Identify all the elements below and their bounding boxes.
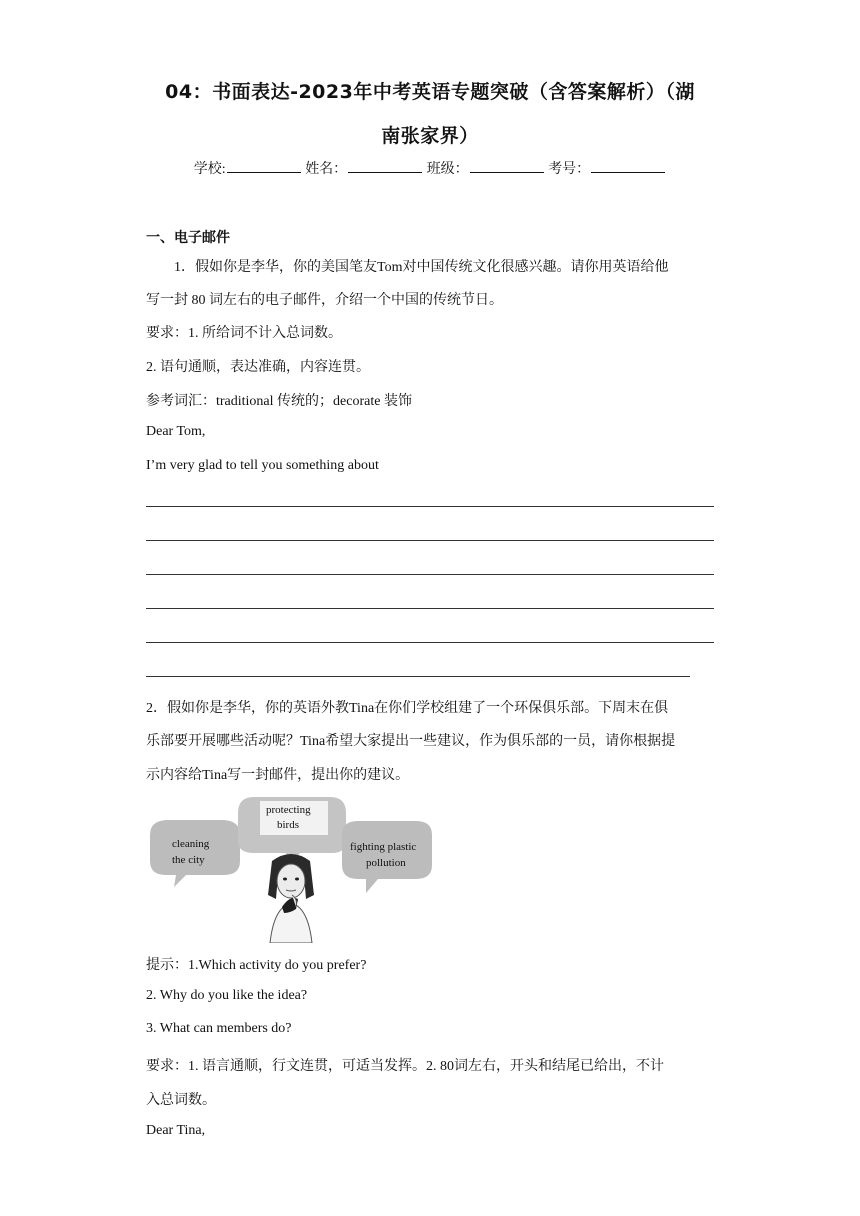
q1-greeting: Dear Tom,	[146, 424, 206, 439]
school-blank[interactable]	[227, 158, 301, 173]
class-label: 班级：	[426, 162, 469, 177]
answer-line[interactable]	[146, 540, 714, 541]
name-label: 姓名：	[305, 162, 348, 177]
thinking-girl-icon	[268, 854, 314, 943]
answer-line[interactable]	[146, 574, 714, 575]
q2-requirement-line1: 要求：1. 语言通顺，行文连贯，可适当发挥。2. 80词左右，开头和结尾已给出，不计	[146, 1059, 664, 1074]
student-info-row	[0, 158, 860, 178]
q1-text-line2: 写一封 80 词左右的电子邮件，介绍一个中国的传统节日。	[146, 293, 503, 308]
bubble-top-line1: protecting	[266, 804, 311, 816]
q1-requirement-2: 2. 语句通顺，表达准确，内容连贯。	[146, 360, 370, 375]
q2-hint-3: 3. What can members do?	[146, 1021, 292, 1036]
bubble-left-line2: the city	[172, 854, 205, 866]
q1-vocabulary: 参考词汇：traditional 传统的；decorate 装饰	[146, 394, 412, 409]
bubble-right-line1: fighting plastic	[350, 841, 417, 853]
q2-requirement-line2: 入总词数。	[146, 1093, 216, 1108]
bubble-top-line2: birds	[277, 819, 299, 831]
answer-line[interactable]	[146, 676, 690, 677]
class-blank[interactable]	[470, 158, 544, 173]
bubble-cleaning-city	[150, 820, 240, 887]
section-heading: 一、电子邮件	[146, 230, 230, 246]
bubble-right-line2: pollution	[366, 857, 406, 869]
q2-text-line2: 乐部要开展哪些活动呢？Tina希望大家提出一些建议，作为俱乐部的一员，请你根据提	[146, 734, 676, 749]
bubble-left-line1: cleaning	[172, 838, 210, 850]
answer-line[interactable]	[146, 642, 714, 643]
q2-hint-2: 2. Why do you like the idea?	[146, 988, 308, 1003]
name-blank[interactable]	[348, 158, 422, 173]
doc-title-line2: 南张家界）	[381, 125, 479, 147]
exam-no-blank[interactable]	[591, 158, 665, 173]
q1-text-line1: 1．假如你是李华，你的美国笔友Tom对中国传统文化很感兴趣。请你用英语给他	[174, 260, 669, 275]
bubble-fighting-plastic	[342, 821, 432, 893]
q2-greeting: Dear Tina,	[146, 1123, 206, 1138]
q2-text-line1: 2．假如你是李华，你的英语外教Tina在你们学校组建了一个环保俱乐部。下周末在俱	[146, 701, 669, 716]
q1-opening: I’m very glad to tell you something about	[146, 458, 379, 473]
club-activities-illustration	[146, 795, 432, 943]
q2-text-line3: 示内容给Tina写一封邮件，提出你的建议。	[146, 768, 410, 783]
q1-requirement-1: 要求：1. 所给词不计入总词数。	[146, 326, 342, 341]
doc-title-line1: 04：书面表达-2023年中考英语专题突破（含答案解析）（湖	[165, 81, 695, 103]
exam-no-label: 考号：	[548, 162, 591, 177]
answer-line[interactable]	[146, 608, 714, 609]
answer-line[interactable]	[146, 506, 714, 507]
q2-hint-1: 提示：1.Which activity do you prefer?	[146, 958, 367, 973]
school-label: 学校:	[193, 162, 226, 177]
